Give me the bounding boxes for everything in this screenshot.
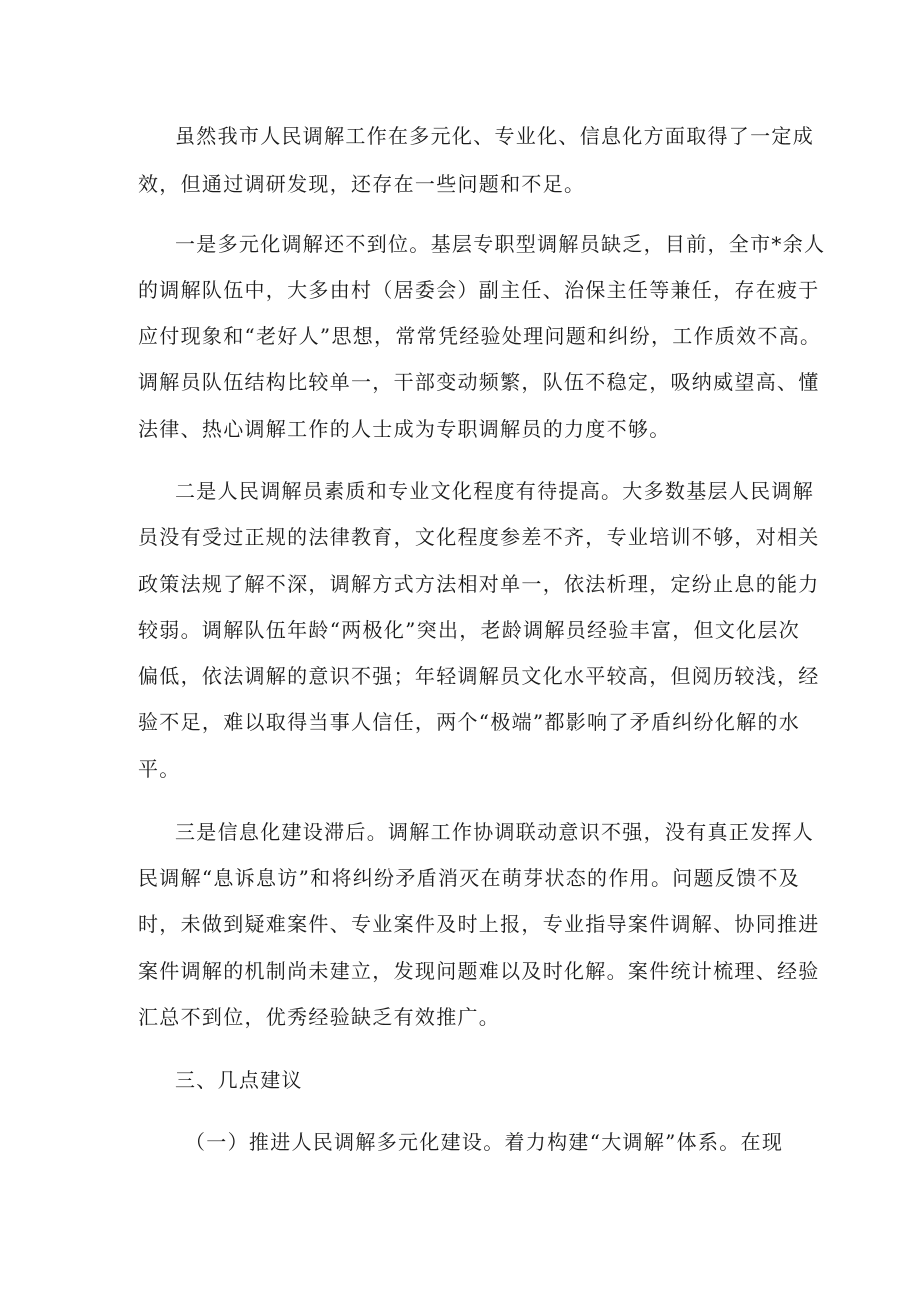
paragraph-4-line-2: 民调解“息诉息访”和将纠纷矛盾消灭在萌芽状态的作用。问题反馈不及 bbox=[138, 866, 801, 890]
paragraph-3-line-4: 较弱。调解队伍年龄“两极化”突出，老龄调解员经验丰富，但文化层次 bbox=[138, 618, 801, 642]
subsection-line: （一）推进人民调解多元化建设。着力构建“大调解”体系。在现 bbox=[185, 1130, 784, 1154]
paragraph-3-line-5: 偏低，依法调解的意识不强；年轻调解员文化水平较高，但阅历较浅，经 bbox=[138, 664, 820, 688]
paragraph-4-line-5: 汇总不到位，优秀经验缺乏有效推广。 bbox=[138, 1005, 501, 1029]
paragraph-1-line-1: 虽然我市人民调解工作在多元化、专业化、信息化方面取得了一定成 bbox=[175, 124, 814, 148]
paragraph-2-line-3: 应付现象和“老好人”思想，常常凭经验处理问题和纠纷，工作质效不高。 bbox=[138, 324, 822, 348]
paragraph-4-line-1: 三是信息化建设滞后。调解工作协调联动意识不强，没有真正发挥人 bbox=[175, 820, 814, 844]
paragraph-1-line-2: 效，但通过调研发现，还存在一些问题和不足。 bbox=[138, 172, 586, 196]
paragraph-3-line-7: 平。 bbox=[138, 757, 181, 781]
paragraph-2-line-5: 法律、热心调解工作的人士成为专职调解员的力度不够。 bbox=[138, 417, 671, 441]
paragraph-2-line-4: 调解员队伍结构比较单一，干部变动频繁，队伍不稳定，吸纳威望高、懂 bbox=[138, 370, 820, 394]
paragraph-3-line-2: 员没有受过正规的法律教育，文化程度参差不齐，专业培训不够，对相关 bbox=[138, 525, 820, 549]
paragraph-4-line-3: 时，未做到疑难案件、专业案件及时上报，专业指导案件调解、协同推进 bbox=[138, 912, 820, 936]
paragraph-3-line-1: 二是人民调解员素质和专业文化程度有待提高。大多数基层人民调解 bbox=[175, 479, 814, 503]
paragraph-4-line-4: 案件调解的机制尚未建立，发现问题难以及时化解。案件统计梳理、经验 bbox=[138, 959, 820, 983]
paragraph-2-line-2: 的调解队伍中，大多由村（居委会）副主任、治保主任等兼任，存在疲于 bbox=[138, 278, 820, 302]
section-heading: 三、几点建议 bbox=[175, 1068, 303, 1092]
paragraph-2-line-1: 一是多元化调解还不到位。基层专职型调解员缺乏，目前，全市*余人 bbox=[175, 232, 826, 256]
paragraph-3-line-6: 验不足，难以取得当事人信任，两个“极端”都影响了矛盾纠纷化解的水 bbox=[138, 710, 801, 734]
paragraph-3-line-3: 政策法规了解不深，调解方式方法相对单一，依法析理，定纷止息的能力 bbox=[138, 572, 820, 596]
